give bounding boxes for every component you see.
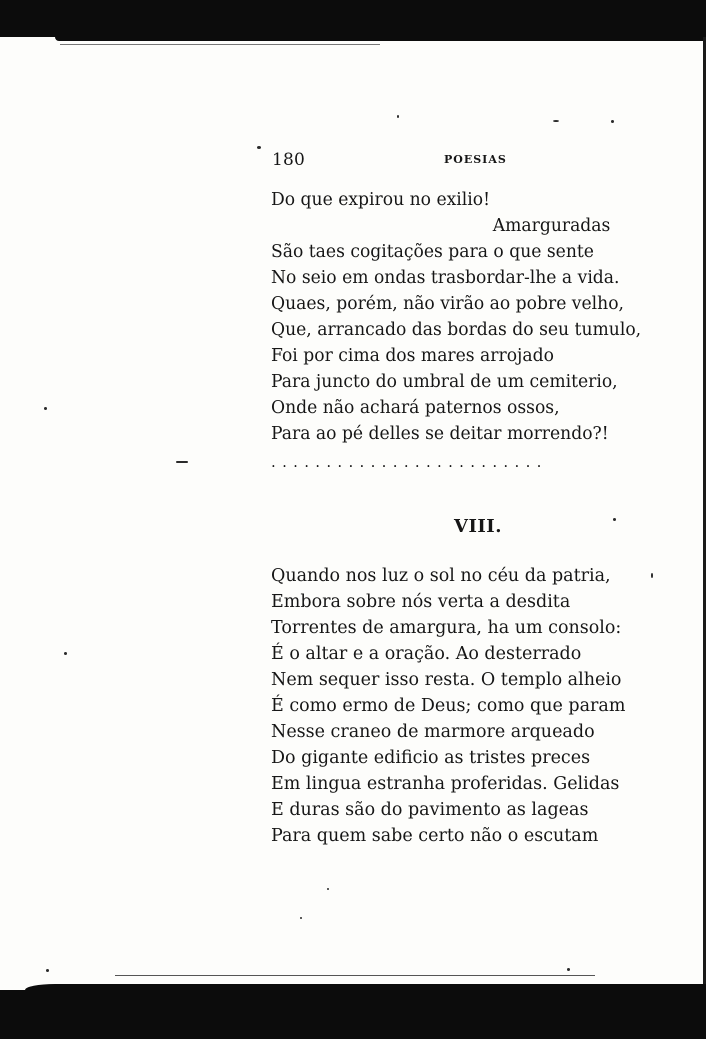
stanza-viii: [271, 563, 625, 849]
verse-line: Do gigante edificio as tristes preces: [271, 748, 591, 768]
page-bottom-rule: [115, 975, 595, 976]
verse-line: Para quem sabe certo não o escutam: [271, 826, 599, 846]
verse-line: E duras são do pavimento as lageas: [271, 800, 589, 820]
scan-speck: [46, 969, 49, 972]
verse-line: Torrentes de amargura, ha um consolo:: [271, 618, 622, 638]
scan-top-border: [0, 0, 706, 37]
page-top-rule: [60, 44, 380, 45]
verse-line: É o altar e a oração. Ao desterrado: [271, 644, 582, 664]
section-heading: VIII.: [454, 516, 502, 537]
scan-speck: [176, 461, 188, 463]
verse-line: Quaes, porém, não virão ao pobre velho,: [271, 294, 625, 314]
scan-speck: [44, 407, 47, 410]
ellipsis-separator: .........................: [271, 453, 548, 471]
scan-speck: [64, 652, 67, 655]
scan-speck: [300, 917, 302, 919]
running-title: POESIAS: [444, 153, 507, 166]
scan-speck: [613, 518, 616, 521]
stanza-continued: [271, 187, 641, 447]
verse-line: No seio em ondas trasbordar-lhe a vida.: [271, 268, 620, 288]
verse-line: Para ao pé delles se deitar morrendo?!: [271, 424, 609, 444]
verse-line: Amarguradas: [492, 216, 611, 236]
verse-line: Em lingua estranha proferidas. Gelidas: [271, 774, 620, 794]
verse-line: Onde não achará paternos ossos,: [271, 398, 560, 418]
verse-line: É como ermo de Deus; como que param: [271, 696, 626, 716]
verse-line: Quando nos luz o sol no céu da patria,: [271, 566, 611, 586]
verse-line: Nesse craneo de marmore arqueado: [271, 722, 595, 742]
scan-speck: [257, 146, 261, 149]
verse-line: Que, arrancado das bordas do seu tumulo,: [271, 320, 642, 340]
scan-speck: [611, 120, 614, 123]
scan-speck: [397, 115, 399, 118]
scan-top-border-edge: [55, 36, 706, 41]
page-number: 180: [272, 150, 306, 170]
scan-bottom-border: [0, 990, 706, 1039]
verse-line: São taes cogitações para o que sente: [271, 242, 594, 262]
verse-line: Nem sequer isso resta. O templo alheio: [271, 670, 622, 690]
scan-speck: [567, 968, 570, 971]
verse-line: Embora sobre nós verta a desdita: [271, 592, 571, 612]
verse-line: Para juncto do umbral de um cemiterio,: [271, 372, 618, 392]
verse-line: Do que expirou no exilio!: [271, 190, 491, 210]
scan-speck: [651, 573, 653, 578]
scan-speck: [553, 120, 559, 122]
verse-line: Foi por cima dos mares arrojado: [271, 346, 554, 366]
scan-speck: [327, 888, 329, 890]
